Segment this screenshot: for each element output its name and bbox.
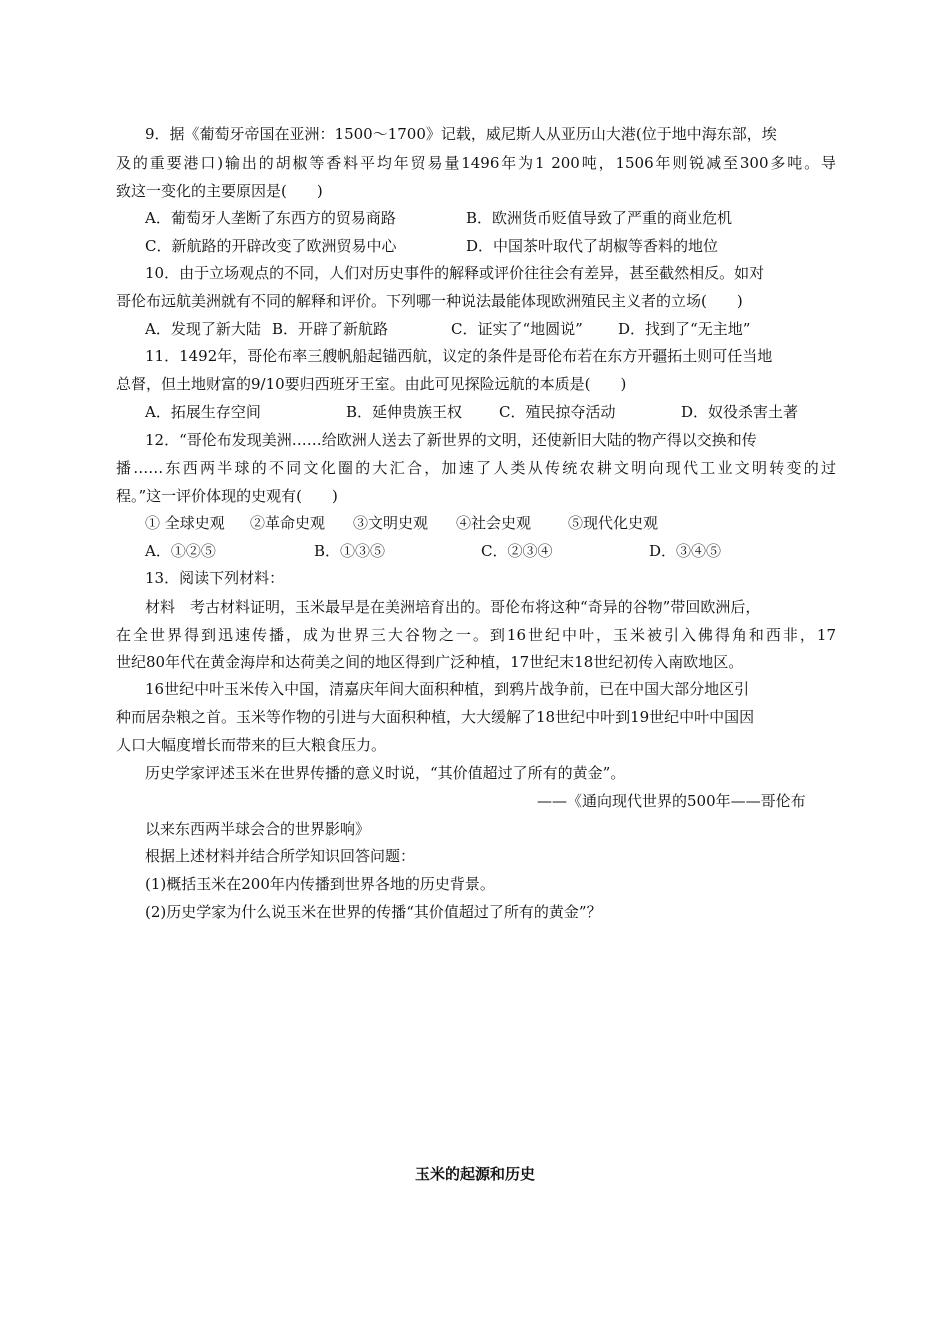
q13-sub-question-1: (1)概括玉米在200年内传播到世界各地的历史背景。 [145,875,495,893]
q12-option-d: D．③④⑤ [649,542,722,560]
q11-option-b: B．延伸贵族王权 [346,403,463,421]
q9-line2: 及的重要港口)输出的胡椒等香料平均年贸易量1496年为1 200吨，1506年则锐减至300多吨。导 [116,154,836,172]
q9-line1: 9．据《葡萄牙帝国在亚洲：1500～1700》记载，威尼斯人从亚历山大港(位于地中海东部，埃 [145,125,777,143]
q13-material-line2: 在全世界得到迅速传播，成为世界三大谷物之一。到16世纪中叶，玉米被引入佛得角和西非，17 [116,626,836,644]
q13-material-line1: 材料 考古材料证明，玉米最早是在美洲培育出的。哥伦布将这种“奇异的谷物”带回欧洲后， [145,598,761,616]
q13-para3: 历史学家评述玉米在世界传播的意义时说，“其价值超过了所有的黄金”。 [145,764,626,782]
q12-view-5: ⑤现代化史观 [568,514,659,532]
q12-option-b: B．①③⑤ [314,542,386,560]
q11-line1: 11．1492年，哥伦布率三艘帆船起锚西航，议定的条件是哥伦布若在东方开疆拓土则可任当地 [145,347,773,365]
q13-source-line2: 以来东西两半球会合的世界影响》 [145,820,371,838]
q12-view-3: ③文明史观 [353,514,429,532]
q10-line1: 10．由于立场观点的不同，人们对历史事件的解释或评价往往会有差异，甚至截然相反。如对 [145,264,765,282]
q10-option-b: B．开辟了新航路 [272,320,389,338]
section-title: 玉米的起源和历史 [414,1165,535,1183]
q12-view-1: ① 全球史观 [145,514,225,532]
q11-option-a: A．拓展生存空间 [145,403,261,421]
q13-source-line1: ——《通向现代世界的500年——哥伦布 [537,792,806,810]
q9-option-b: B．欧洲货币贬值导致了严重的商业危机 [466,209,733,227]
q13-material-line3: 世纪80年代在黄金海岸和达荷美之间的地区得到广泛种植，17世纪末18世纪初传入南欧地区。 [116,653,744,671]
q13-sub-question-2: (2)历史学家为什么说玉米在世界的传播“其价值超过了所有的黄金”？ [145,903,602,921]
q10-line2: 哥伦布远航美洲就有不同的解释和评价。下列哪一种说法最能体现欧洲殖民主义者的立场( ) [116,292,743,310]
q12-view-4: ④社会史观 [456,514,532,532]
q12-option-c: C．②③④ [481,542,553,560]
q12-option-a: A．①②⑤ [145,542,216,560]
q9-line3: 致这一变化的主要原因是( ) [116,182,323,200]
q9-option-d: D．中国茶叶取代了胡椒等香料的地位 [466,237,719,255]
q9-option-c: C．新航路的开辟改变了欧洲贸易中心 [145,237,397,255]
q11-option-c: C．殖民掠夺活动 [499,403,616,421]
q10-option-a: A．发现了新大陆 [145,320,261,338]
q10-option-d: D．找到了“无主地” [618,320,751,338]
q12-line2: 播……东西两半球的不同文化圈的大汇合，加速了人类从传统农耕文明向现代工业文明转变的过 [116,459,836,477]
q13-para2-line3: 人口大幅度增长而带来的巨大粮食压力。 [116,736,387,754]
q10-option-c: C．证实了“地圆说” [451,320,583,338]
q12-view-2: ②革命史观 [250,514,326,532]
q13-para2-line1: 16世纪中叶玉米传入中国，清嘉庆年间大面积种植，到鸦片战争前，已在中国大部分地区引 [145,680,750,698]
q11-option-d: D．奴役杀害土著 [681,403,799,421]
q9-option-a: A．葡萄牙人垄断了东西方的贸易商路 [145,209,396,227]
q13-intro: 13．阅读下列材料： [145,569,285,587]
q13-prompt: 根据上述材料并结合所学知识回答问题： [145,847,416,865]
q12-line1: 12．“哥伦布发现美洲……给欧洲人送去了新世界的文明，还使新旧大陆的物产得以交换和传 [145,431,757,449]
q11-line2: 总督，但土地财富的9/10要归西班牙王室。由此可见探险远航的本质是( ) [116,375,627,393]
q12-line3: 程。”这一评价体现的史观有( ) [116,487,338,505]
q13-para2-line2: 种而居杂粮之首。玉米等作物的引进与大面积种植，大大缓解了18世纪中叶到19世纪中叶中国因 [116,708,755,726]
